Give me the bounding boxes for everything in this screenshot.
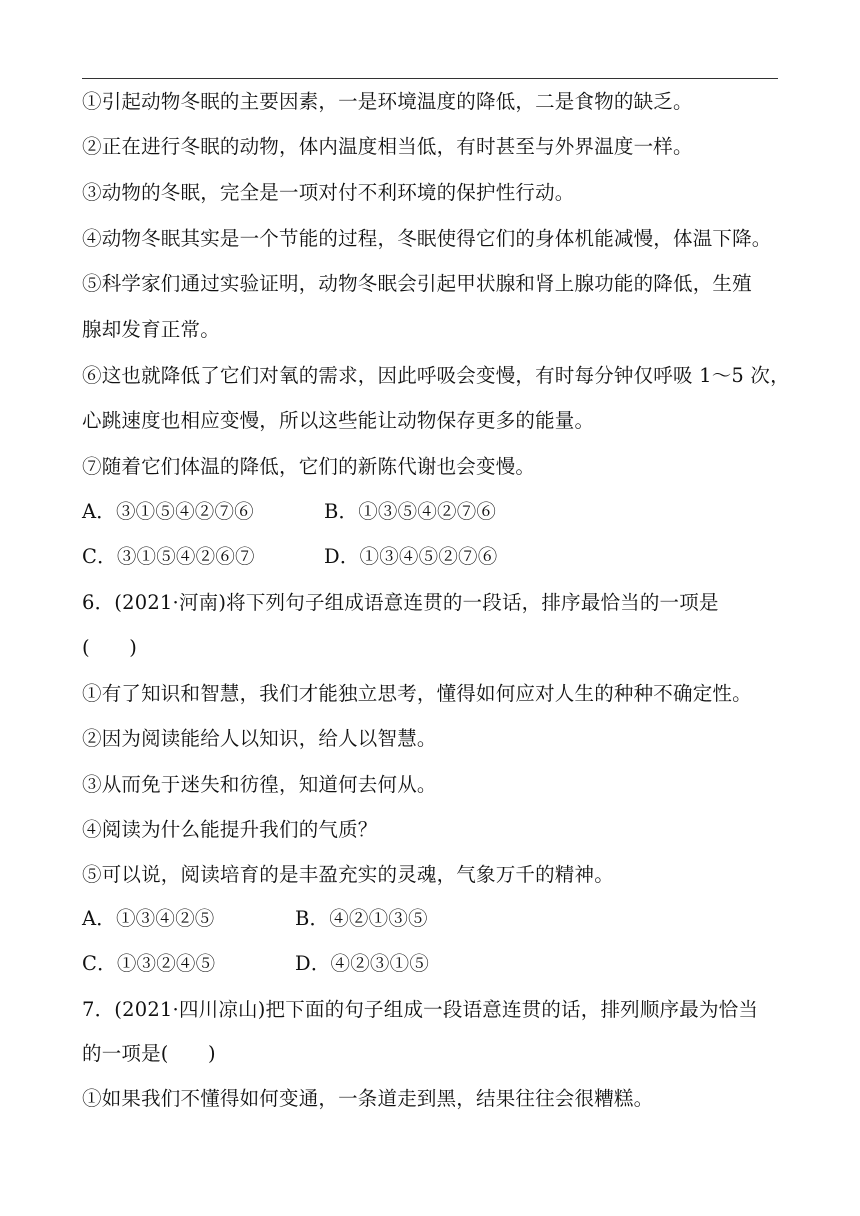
q5-statement-5-cont: 腺却发育正常。 — [82, 318, 220, 341]
header-rule — [82, 78, 778, 79]
q6-statement-5: ⑤可以说，阅读培育的是丰盈充实的灵魂，气象万千的精神。 — [82, 863, 614, 886]
q6-statement-2: ②因为阅读能给人以知识，给人以智慧。 — [82, 727, 437, 750]
q6-statement-3: ③从而免于迷失和彷徨，知道何去何从。 — [82, 773, 437, 796]
q5-statement-1: ①引起动物冬眠的主要因素，一是环境温度的降低，二是食物的缺乏。 — [82, 90, 693, 113]
q5-option-c[interactable]: C．③①⑤④②⑥⑦ — [82, 545, 255, 568]
q5-option-b[interactable]: B．①③⑤④②⑦⑥ — [324, 500, 497, 523]
q5-statement-3: ③动物的冬眠，完全是一项对付不利环境的保护性行动。 — [82, 181, 575, 204]
q5-statement-4: ④动物冬眠其实是一个节能的过程，冬眠使得它们的身体机能减慢，体温下降。 — [82, 227, 772, 250]
q6-option-d[interactable]: D．④②③①⑤ — [295, 952, 430, 975]
q5-statement-6-cont: 心跳速度也相应变慢，所以这些能让动物保存更多的能量。 — [82, 409, 595, 432]
q6-statement-1: ①有了知识和智慧，我们才能独立思考，懂得如何应对人生的种种不确定性。 — [82, 682, 752, 705]
q6-stem: 6．(2021·河南)将下列句子组成语意连贯的一段话，排序最恰当的一项是 — [82, 591, 719, 614]
q6-answer-blank: ( ) — [82, 636, 138, 659]
q7-stem: 7．(2021·四川凉山)把下面的句子组成一段语意连贯的话，排列顺序最为恰当 — [82, 998, 759, 1021]
q7-statement-1: ①如果我们不懂得如何变通，一条道走到黑，结果往往会很糟糕。 — [82, 1087, 654, 1110]
q5-statement-2: ②正在进行冬眠的动物，体内温度相当低，有时甚至与外界温度一样。 — [82, 135, 693, 158]
q5-statement-5: ⑤科学家们通过实验证明，动物冬眠会引起甲状腺和肾上腺功能的降低，生殖 — [82, 272, 752, 295]
q5-statement-7: ⑦随着它们体温的降低，它们的新陈代谢也会变慢。 — [82, 455, 536, 478]
q6-statement-4: ④阅读为什么能提升我们的气质？ — [82, 818, 378, 841]
q5-option-a[interactable]: A．③①⑤④②⑦⑥ — [82, 500, 254, 523]
q6-option-a[interactable]: A．①③④②⑤ — [82, 907, 215, 930]
q7-stem-cont: 的一项是( ) — [82, 1042, 216, 1065]
q6-option-c[interactable]: C．①③②④⑤ — [82, 952, 216, 975]
q6-option-b[interactable]: B．④②①③⑤ — [295, 907, 428, 930]
q5-option-d[interactable]: D．①③④⑤②⑦⑥ — [324, 545, 498, 568]
q5-statement-6: ⑥这也就降低了它们对氧的需求，因此呼吸会变慢，有时每分钟仅呼吸 1～5 次， — [82, 364, 790, 387]
